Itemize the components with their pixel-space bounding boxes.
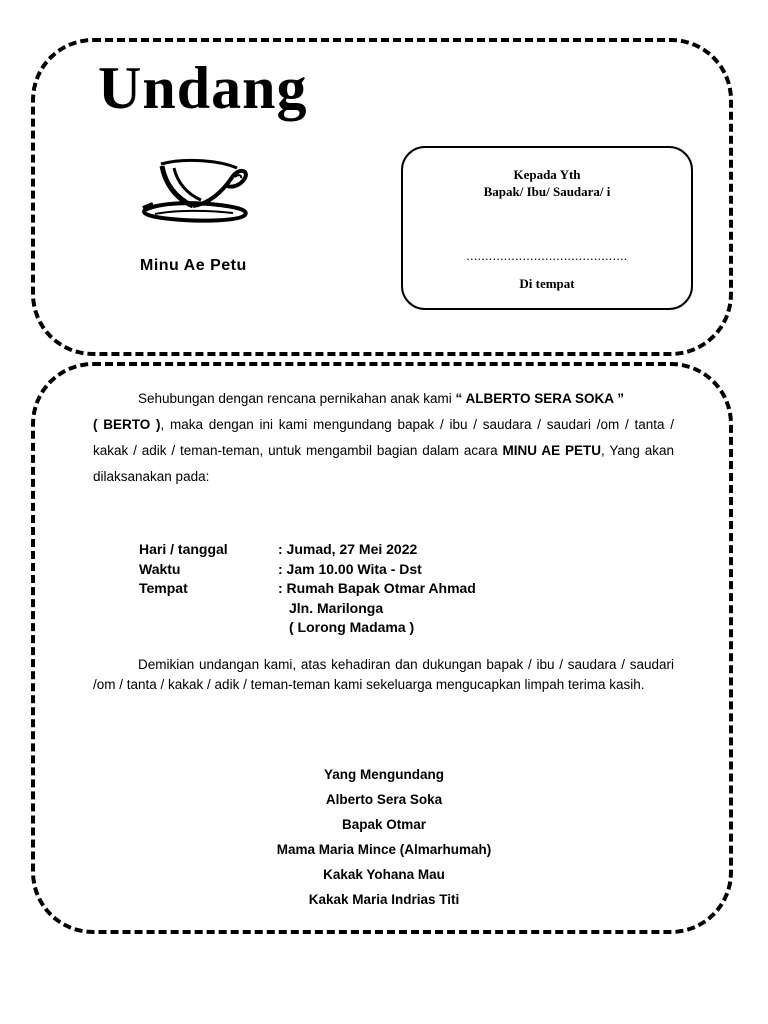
groom-name: “ ALBERTO SERA SOKA ” [455, 391, 625, 406]
time-label: Waktu [139, 560, 181, 577]
signer-name: Kakak Yohana Mau [323, 867, 445, 882]
recipient-title: Bapak/ Ibu/ Saudara/ i [483, 184, 611, 199]
signer-name: Bapak Otmar [341, 817, 427, 832]
signer-name: Alberto Sera Soka [325, 792, 443, 807]
detail-place-row-2 [139, 599, 476, 619]
intro-text-3: , Yang akan dilaksanakan pada: [93, 443, 674, 484]
place-value: : Rumah Bapak Otmar Ahmad [278, 580, 476, 596]
place-label: Tempat [139, 580, 188, 596]
recipient-line: Kepada Yth [513, 167, 581, 182]
time-value: : Jam 10.00 Wita - Dst [278, 560, 422, 577]
day-value: : Jumad, 27 Mei 2022 [278, 541, 418, 557]
event-name: Minu Ae Petu [140, 257, 247, 274]
coffee-cup-icon [141, 158, 251, 224]
signer-name: Mama Maria Mince (Almarhumah) [276, 842, 492, 857]
closing-paragraph [93, 655, 674, 694]
invitation-title: Undang [98, 55, 308, 121]
signers-block [184, 762, 584, 912]
groom-nickname: ( BERTO ) [93, 417, 161, 432]
recipient-place: Di tempat [519, 276, 575, 291]
detail-place-row-3 [139, 618, 476, 638]
address-box [401, 146, 693, 310]
closing-text: Demikian undangan kami, atas kehadiran dan dukungan bapak / ibu / saudara / saudari /om / tanta / kakak / adik / teman-teman kami sekeluarga mengucapkan limpah terima kasih. [93, 657, 674, 692]
place-lane: ( Lorong Madama ) [289, 619, 415, 635]
detail-time-row [139, 560, 476, 580]
recipient-name-blank: ........................................... [466, 248, 628, 263]
intro-text-2: , maka dengan ini kami mengundang bapak / ibu / saudara / saudari /om / tanta / kakak / adik / teman-teman, untuk mengambil bagian dalam acara [93, 417, 674, 458]
signers-heading: Yang Mengundang [324, 767, 444, 782]
place-street: Jln. Marilonga [289, 599, 384, 616]
intro-text-1: Sehubungan dengan rencana pernikahan anak kami [138, 391, 456, 406]
detail-place-row [139, 579, 476, 599]
event-details [139, 540, 476, 638]
event-name-inline: MINU AE PETU [502, 443, 601, 458]
day-label: Hari / tanggal [139, 541, 228, 557]
detail-day-row [139, 540, 476, 560]
intro-paragraph [93, 386, 674, 490]
signer-name: Kakak Maria Indrias Titi [308, 892, 460, 907]
